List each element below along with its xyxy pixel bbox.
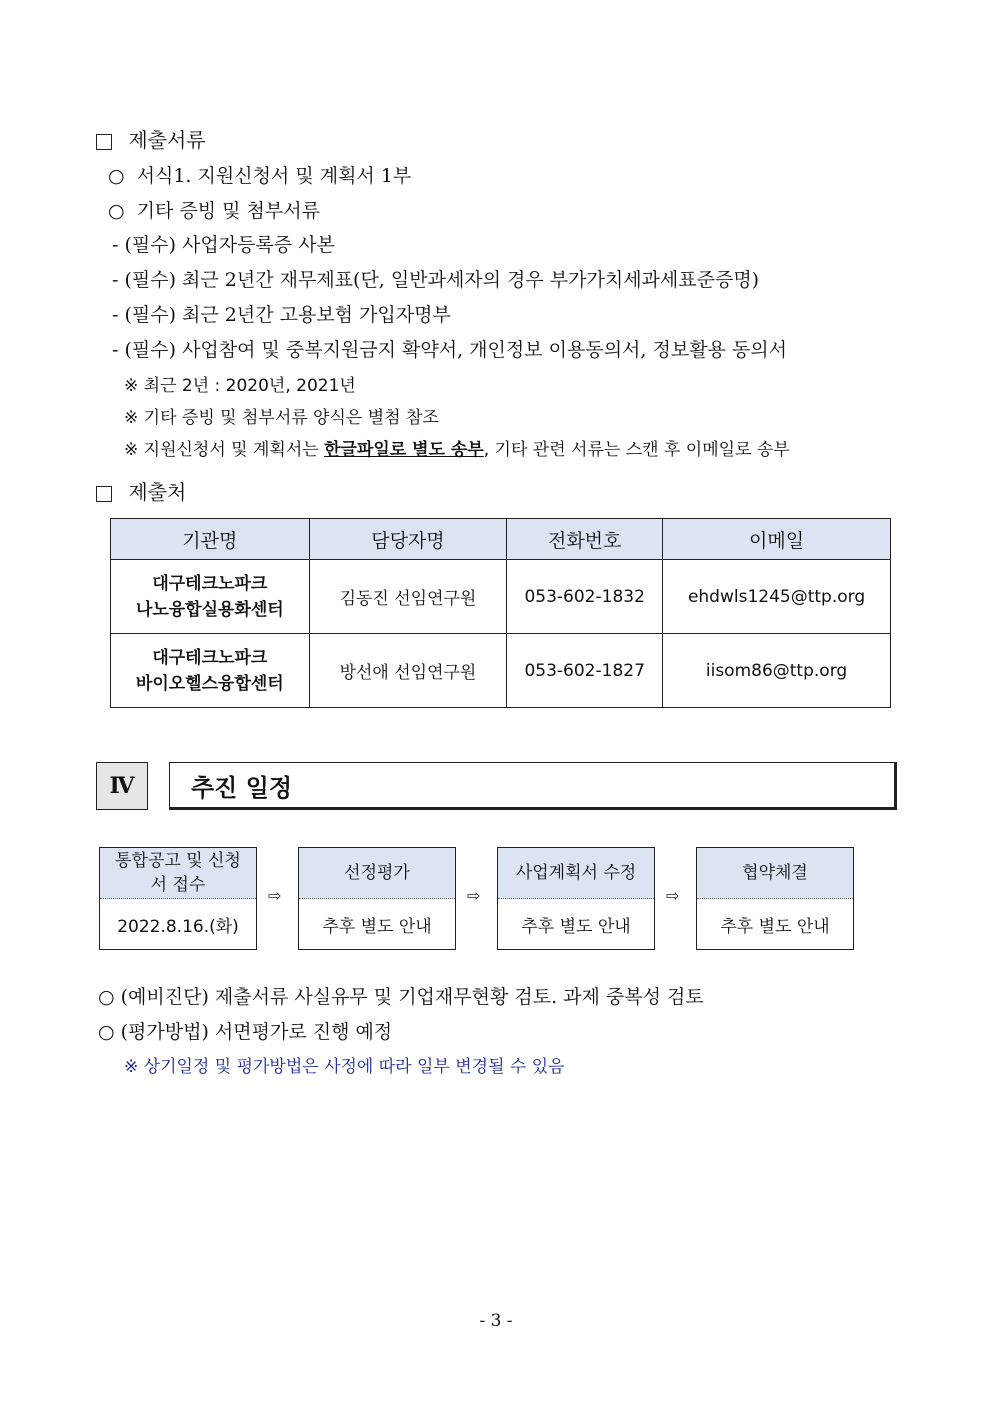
schedule-bullet-1: ○ (예비진단) 제출서류 사실유무 및 기업재무현황 검토. 과제 중복성 검토	[98, 986, 704, 1008]
step-title: 선정평가	[299, 848, 455, 899]
schedule-bullet-2: ○ (평가방법) 서면평가로 진행 예정	[98, 1021, 393, 1043]
phone-cell: 053-602-1832	[507, 560, 663, 634]
section-title: 추진 일정	[169, 762, 897, 810]
contact-heading: 제출처	[96, 476, 186, 505]
schedule-note: ※ 상기일정 및 평가방법은 사정에 따라 일부 변경될 수 있음	[124, 1057, 565, 1077]
docs-sub-item-4: - (필수) 사업참여 및 중복지원금지 확약서, 개인정보 이용동의서, 정보활용 동의서	[112, 339, 788, 361]
right-arrow-icon: ⇨	[467, 886, 481, 905]
right-arrow-icon: ⇨	[268, 886, 282, 905]
step-value: 추후 별도 안내	[521, 917, 631, 937]
table-row	[111, 560, 891, 634]
section-number: Ⅳ	[96, 762, 148, 810]
header-org: 기관명	[111, 519, 310, 560]
docs-note-1: ※ 최근 2년 : 2020년, 2021년	[124, 376, 356, 396]
header-phone: 전화번호	[507, 519, 663, 560]
docs-heading: 제출서류	[96, 124, 206, 153]
page-number: - 3 -	[479, 1311, 513, 1331]
right-arrow-icon: ⇨	[666, 886, 680, 905]
docs-sub-item-1: - (필수) 사업자등록증 사본	[112, 234, 335, 256]
step-value: 2022.8.16.(화)	[117, 917, 239, 937]
org-cell: 대구테크노파크 바이오헬스융합센터	[111, 634, 310, 708]
header-name: 담당자명	[309, 519, 507, 560]
schedule-step-3	[497, 847, 655, 950]
schedule-step-4	[696, 847, 854, 950]
table-row	[111, 634, 891, 708]
name-cell: 김동진 선임연구원	[309, 560, 507, 634]
docs-sub-item-3: - (필수) 최근 2년간 고용보험 가입자명부	[112, 304, 451, 326]
step-title: 협약체결	[697, 848, 853, 899]
docs-item-1: ○ 서식1. 지원신청서 및 계획서 1부	[108, 165, 412, 187]
checkbox-square-icon	[96, 486, 112, 502]
org-cell: 대구테크노파크 나노융합실용화센터	[111, 560, 310, 634]
circle-bullet-icon: ○	[108, 165, 125, 187]
phone-cell: 053-602-1827	[507, 634, 663, 708]
table-header-row	[111, 519, 891, 560]
docs-item-2: ○ 기타 증빙 및 첨부서류	[108, 200, 320, 222]
schedule-step-1	[99, 847, 257, 950]
docs-sub-item-2: - (필수) 최근 2년간 재무제표(단, 일반과세자의 경우 부가가치세과세표준증명)	[112, 269, 760, 291]
docs-note-2: ※ 기타 증빙 및 첨부서류 양식은 별첨 참조	[124, 408, 439, 428]
header-email: 이메일	[663, 519, 891, 560]
docs-note-3: ※ 지원신청서 및 계획서는 한글파일로 별도 송부, 기타 관련 서류는 스캔 후 이메일로 송부	[124, 440, 790, 460]
name-cell: 방선애 선임연구원	[309, 634, 507, 708]
step-value: 추후 별도 안내	[322, 917, 432, 937]
email-cell: iisom86@ttp.org	[663, 634, 891, 708]
email-cell: ehdwls1245@ttp.org	[663, 560, 891, 634]
emphasis-text: 한글파일로 별도 송부	[324, 440, 484, 460]
step-value: 추후 별도 안내	[720, 917, 830, 937]
circle-bullet-icon: ○	[108, 200, 125, 222]
checkbox-square-icon	[96, 134, 112, 150]
step-title: 사업계획서 수정	[498, 848, 654, 899]
schedule-step-2	[298, 847, 456, 950]
step-title: 통합공고 및 신청서 접수	[100, 848, 256, 899]
contact-table	[110, 518, 891, 708]
